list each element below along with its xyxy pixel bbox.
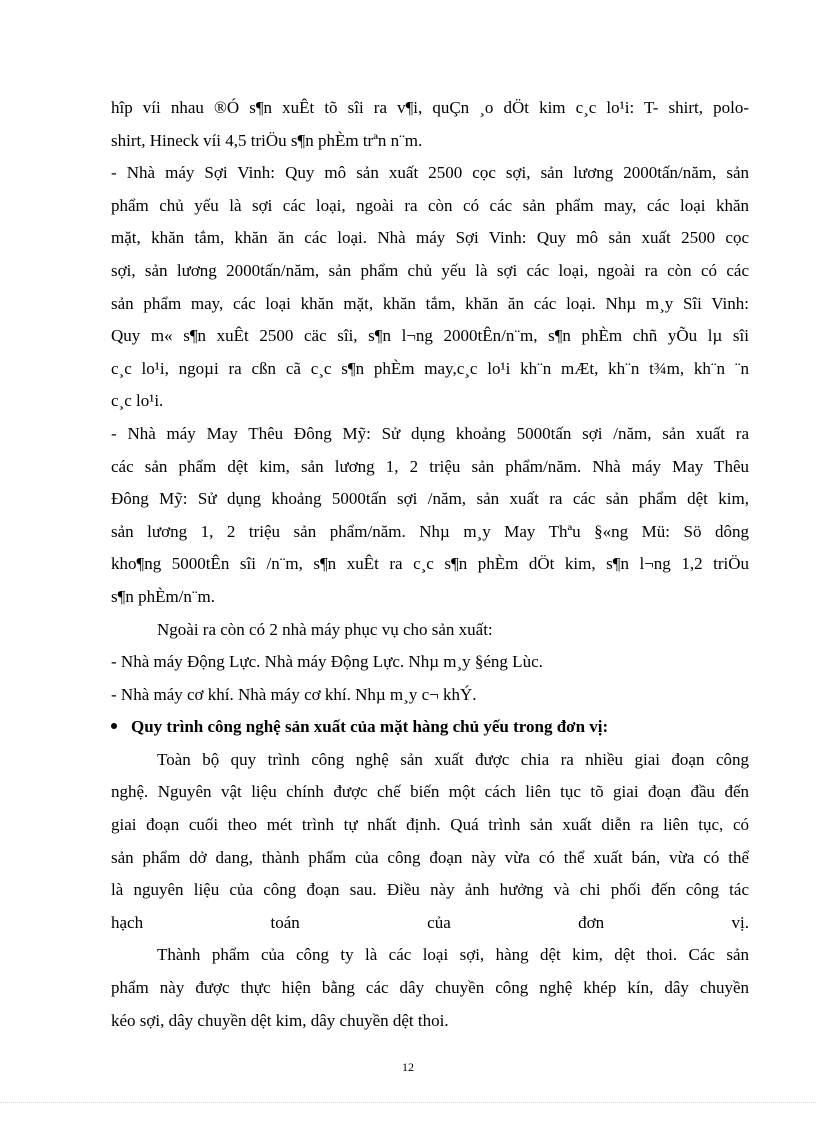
text-line: Thành phẩm của công ty là các loại sợi, hàng dệt kim, dệt thoi. Các sản bbox=[157, 945, 749, 965]
text-line: sợi, sản lương 2000tấn/năm, sản phẩm chủ yếu là sợi các loại, ngoài ra còn có các bbox=[111, 260, 749, 280]
text-line: hîp víi nhau ®Ó s¶n xuÊt tõ sîi ra v¶i, quÇn ¸o dÖt kim c¸c lo¹i: T- shirt, polo- bbox=[111, 98, 749, 117]
text-line: sản phẩm dở dang, thành phẩm của công đoạn này vừa có thể xuất bán, vừa có thể bbox=[111, 847, 749, 867]
text-line: phẩm chủ yếu là sợi các loại, ngoài ra còn có các sản phẩm may, các loại khăn bbox=[111, 195, 749, 215]
text-line: - Nhà máy Động Lực. Nhà máy Động Lực. Nhµ m¸y §éng Lùc. bbox=[111, 652, 543, 672]
text-line: Toàn bộ quy trình công nghệ sản xuất được chia ra nhiều giai đoạn công bbox=[157, 749, 749, 769]
text-line: Đông Mỹ: Sử dụng khoảng 5000tấn sợi /năm, sản xuất ra các sản phẩm dệt kim, bbox=[111, 489, 749, 509]
text-line: giai đoạn cuối theo mét trình tự nhất định. Quá trình sản xuất diễn ra liên tục, có bbox=[111, 815, 749, 835]
text-line: shirt, Hineck víi 4,5 triÖu s¶n phÈm trªn n¨m. bbox=[111, 130, 423, 150]
section-heading bbox=[111, 711, 749, 744]
footer-divider bbox=[0, 1102, 816, 1103]
text-line: Quy m« s¶n xuÊt 2500 cäc sîi, s¶n l¬ng 2000tÊn/n¨m, s¶n phÈm chñ yÕu lµ sîi bbox=[111, 326, 749, 346]
text-line: kéo sợi, dây chuyền dệt kim, dây chuyền dệt thoi. bbox=[111, 1010, 449, 1030]
text-line: các sản phẩm dệt kim, sản lương 1, 2 triệu sản phẩm/năm. Nhà máy May Thêu bbox=[111, 456, 749, 476]
text-line: Ngoài ra còn có 2 nhà máy phục vụ cho sản xuất: bbox=[157, 619, 493, 639]
text-line: s¶n phÈm/n¨m. bbox=[111, 586, 216, 606]
text-line: sản lương 1, 2 triệu sản phẩm/năm. Nhµ m¸y May Thªu §«ng Mü: Sö dông bbox=[111, 521, 749, 541]
text-line: phẩm này được thực hiện bằng các dây chuyền công nghệ khép kín, dây chuyền bbox=[111, 978, 749, 998]
text-line: c¸c lo¹i, ngoµi ra cßn cã c¸c s¶n phÈm may,c¸c lo¹i kh¨n mÆt, kh¨n t¾m, kh¨n ¨n bbox=[111, 358, 749, 378]
text-line: kho¶ng 5000tÊn sîi /n¨m, s¶n xuÊt ra c¸c s¶n phÈm dÖt kim, s¶n l¬ng 1,2 triÖu bbox=[111, 554, 749, 574]
text-line: - Nhà máy May Thêu Đông Mỹ: Sử dụng khoảng 5000tấn sợi /năm, sản xuất ra bbox=[111, 423, 749, 443]
text-line: - Nhà máy Sợi Vinh: Quy mô sản xuất 2500 cọc sợi, sản lương 2000tấn/năm, sản bbox=[111, 163, 749, 183]
text-line: mặt, khăn tắm, khăn ăn các loại. Nhà máy Sợi Vinh: Quy mô sản xuất 2500 cọc bbox=[111, 228, 749, 248]
body-text bbox=[111, 92, 749, 1037]
text-line: c¸c lo¹i. bbox=[111, 391, 164, 411]
bullet-icon bbox=[111, 723, 117, 729]
text-line: nghệ. Nguyên vật liệu chính được chế biến một cách liên tục tõ giai đoạn đầu đến bbox=[111, 782, 749, 802]
page-number: 12 bbox=[402, 1060, 414, 1074]
text-line: là nguyên liệu của công đoạn sau. Điều này ảnh hưởng và chi phối đến công tác bbox=[111, 880, 749, 900]
text-line: hạch toán của đơn vị. bbox=[111, 912, 749, 932]
text-line: - Nhà máy cơ khí. Nhà máy cơ khí. Nhµ m¸y c¬ khÝ. bbox=[111, 684, 477, 704]
section-heading-text: Quy trình công nghệ sản xuất của mặt hàng chủ yếu trong đơn vị: bbox=[131, 717, 609, 737]
text-line: sản phẩm may, các loại khăn mặt, khăn tắm, khăn ăn các loại. Nhµ m¸y Sîi Vinh: bbox=[111, 293, 749, 313]
